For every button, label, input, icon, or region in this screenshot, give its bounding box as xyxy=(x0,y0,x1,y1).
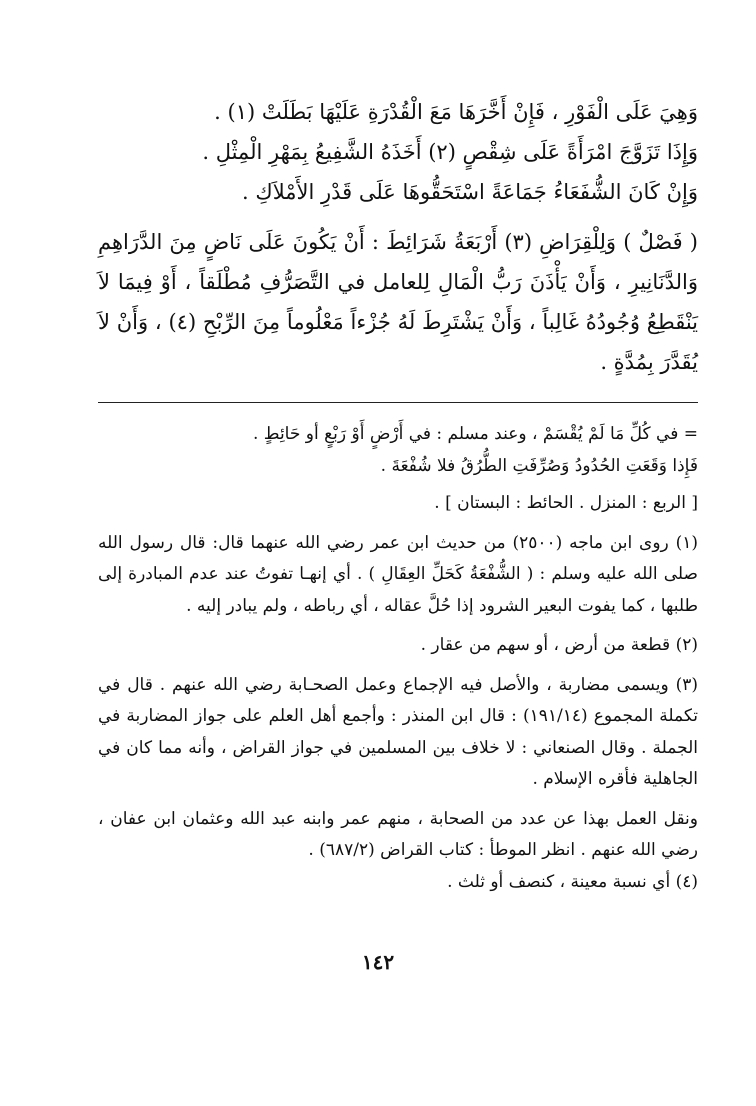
main-line-1: وَهِيَ عَلَى الْفَوْرِ ، فَإِنْ أَخَّرَهَا مَعَ الْقُدْرَةِ عَلَيْهَا بَطَلَتْ (١) . xyxy=(214,100,698,124)
footnote-2: (٢) قطعة من أرض ، أو سهم من عقار . xyxy=(420,635,698,655)
footnote-3-continued: ونقل العمل بهذا عن عدد من الصحابة ، منهم عمر وابنه عبد الله وعثمان ابن عفان ، رضي الله عنهم . انظر الموطأ : كتاب القراض (٦٨٧/٢) . xyxy=(98,808,698,860)
main-line-3: وَإِنْ كَانَ الشُّفَعَاءُ جَمَاعَةً اسْتَحَقُّوهَا عَلَى قَدْرِ الأَمْلاَكِ . xyxy=(242,180,698,204)
footnote-continuation-1: = في كُلِّ مَا لَمْ يُقْسَمْ ، وعند مسلم : في أَرْضٍ أَوْ رَبْعٍ أو حَائِطٍ . xyxy=(253,424,698,444)
footnote-continuation-2: فَإِذا وَقَعَتِ الحُدُودُ وَصُرِّفَتِ الطُّرُقُ فلا شُفْعَةَ . xyxy=(380,455,698,476)
footnote-divider xyxy=(98,402,698,403)
footnote-4: (٤) أي نسبة معينة ، كنصف أو ثلث . xyxy=(447,871,698,892)
main-text xyxy=(98,92,698,382)
book-page xyxy=(98,92,698,898)
footnotes xyxy=(98,419,698,898)
main-paragraph-qirad: ( فَصْلٌ ) وَلِلْقِرَاضِ (٣) أَرْبَعَةُ شَرَائِطَ : أَنْ يَكُونَ عَلَى نَاضٍ مِنَ الدَّرَاهِمِ وَالدَّنَانِيرِ ، وَأَنْ يَأْذَنَ رَبُّ الْمَالِ لِلعامل في التَّصَرُّفِ مُطْلَقاً ، أَوْ فِيمَا لاَ يَنْقَطِعُ وُجُودُهُ غَالِباً ، وَأَنْ يَشْتَرِطَ لَهُ جُزْءاً مَعْلُوماً مِنَ الرِّبْحِ (٤) ، وَأَنْ لاَ يُقَدَّرَ بِمُدَّةٍ . xyxy=(98,230,699,374)
page-number: ١٤٢ xyxy=(361,950,395,974)
footnote-bracket-note: [ الربع : المنزل . الحائط : البستان ] . xyxy=(434,493,698,513)
footnote-1: (١) روى ابن ماجه (٢٥٠٠) من حديث ابن عمر رضي الله عنهما قال: قال رسول الله صلى الله عليه وسلم : ( الشُّفْعَةُ كَحَلِّ العِقَالِ ) . أي إنهـا تفوتُ عند عدم المبادرة إلى طلبها ، كما يفوت البعير الشرود إذا حُلَّ عقاله ، أي رباطه ، ولم يبادر إليه . xyxy=(98,532,698,616)
footnote-3: (٣) ويسمى مضاربة ، والأصل فيه الإجماع وعمل الصحـابة رضي الله عنهم . قال في تكملة المجموع (١٩١/١٤) : قال ابن المنذر : وأجمع أهل العلم على جواز المضاربة في الجملة . وقال الصنعاني : لا خلاف بين المسلمين في جواز القراض ، وأنه مما كان في الجاهلية فأقره الإسلام . xyxy=(98,674,698,789)
main-line-2: وَإِذَا تَزَوَّجَ امْرَأَةً عَلَى شِقْصٍ (٢) أَخَذَهُ الشَّفِيعُ بِمَهْرِ الْمِثْلِ . xyxy=(202,140,698,164)
